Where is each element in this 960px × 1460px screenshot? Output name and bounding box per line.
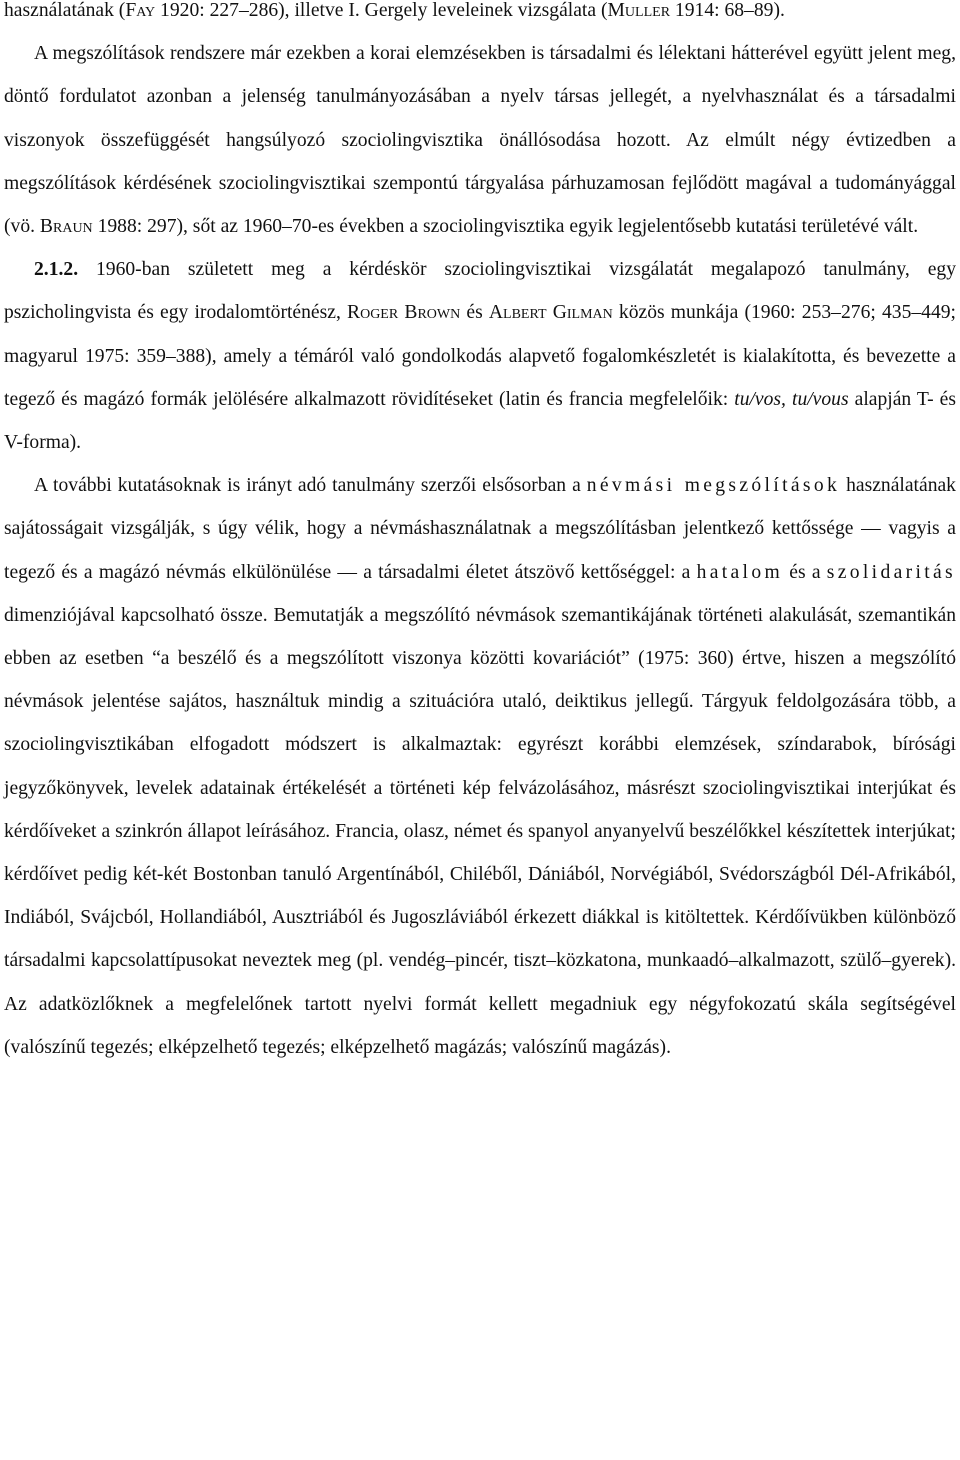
text-run: és [460,302,489,324]
paragraph-tovabbi-kutatasok [4,464,956,1069]
text-run: 1988: 297), sőt az 1960–70-es években a szociolingvisztika egyik legjelentősebb kutatási területévé vált. [92,216,919,238]
text-run: Braun [39,216,93,238]
text-run: 1920: 227–286), illetve I. Gergely leveleinek vizsgálata ( [155,0,608,21]
text-run: szolidaritás [826,561,956,583]
text-run: Albert Gilman [488,302,613,324]
text-run: 1960-ban született meg a kérdéskör szociolingvisztikai vizsgálatát megalapozó tanulmány, egy pszicholingvista és egy irodalomtörténész, [4,259,956,324]
paragraph-section-2-1-2 [4,248,956,464]
text-run: tu/vos, tu/vous [734,388,849,410]
text-run: Fay [125,0,156,21]
text-run: Muller [607,0,671,21]
text-run: A további kutatásoknak is irányt adó tanulmány szerzői elsősorban a [34,475,587,497]
text-run: 1914: 68–89). [670,0,785,21]
text-run: használatának sajátosságait vizsgálják, s úgy vélik, hogy a névmáshasználatnak a megszólításban jelentkező kettőssége — vagyis a tegező és a magázó névmás elkülönülése — a társadalmi életet átszövő kettőséggel: a [4,475,956,583]
text-run: dimenziójával kapcsolható össze. Bemutatják a megszólító névmások szemantikájának történeti alakulását, szemantikán ebben az esetben “a beszélő és a megszólított viszonya közötti kovariációt” (1975: 360) értve, hiszen a megszólító névmások jelentése sajátos, használtuk mindig a szituációra utaló, deiktikus jellegű. Tárgyuk feldolgozására több, a szociolingvisztikában elfogadott módszert is alkalmaztak: egyrészt korábbi elemzések, színdarabok, bírósági jegyzőkönyvek, levelek adatainak értékelését a történeti kép felvázolásához, másrészt szociolingvisztikai interjúkat és kérdőíveket a szinkrón állapot leírásához. Francia, olasz, német és spanyol anyanyelvű beszélőkkel készítettek interjúkat; kérdőívet pedig két-két Bostonban tanuló Argentínából, Chiléből, Dániából, Norvégiából, Svédországból Dél-Afrikából, Indiából, Svájcból, Hollandiából, Ausztriából és Jugoszláviából érkezett diákkal is kitöltettek. Kérdőívükben különböző társadalmi kapcsolattípusokat neveztek meg (pl. vendég–pincér, tiszt–közkatona, munkaadó–alkalmazott, szülő–gyerek). Az adatközlőknek a megfelelőnek tartott nyelvi formát kellett megadniuk egy négyfokozatú skála segítségével (valószínű tegezés; elképzelhető tegezés; elképzelhető magázás; valószínű magázás). [4,604,956,1058]
text-run: hatalom [696,561,784,583]
text-run: 2.1.2. [34,259,79,281]
text-run: alapján T- és V-forma). [4,388,956,454]
text-run: használatának ( [4,0,126,21]
paragraph-continuation [4,0,956,32]
paragraph-megszolitasok-rendszere [4,32,956,248]
text-run: és a [783,561,827,583]
text-run: névmási megszólítások [586,475,841,497]
text-run: közös munkája (1960: 253–276; 435–449; magyarul 1975: 359–388), amely a témáról való gondolkodás alapvető fogalomkészletét is kialakította, és bevezette a tegező és magázó formák jelölésére alkalmazott rövidítéseket (latin és francia megfelelőik: [4,302,957,410]
text-run: Roger Brown [347,302,461,324]
text-run: A megszólítások rendszere már ezekben a korai elemzésekben is társadalmi és lélektani hátterével együtt jelent meg, döntő fordulatot azonban a jelenség tanulmányozásában a nyelv társas jellegét, a nyelvhasználat és a társadalmi viszonyok összefüggését hangsúlyozó szociolingvisztika önállósodása hozott. Az elmúlt négy évtizedben a megszólítások kérdésének szociolingvisztikai szempontú tárgyalása párhuzamosan fejlődött magával a tudományággal (vö. [4,43,956,238]
